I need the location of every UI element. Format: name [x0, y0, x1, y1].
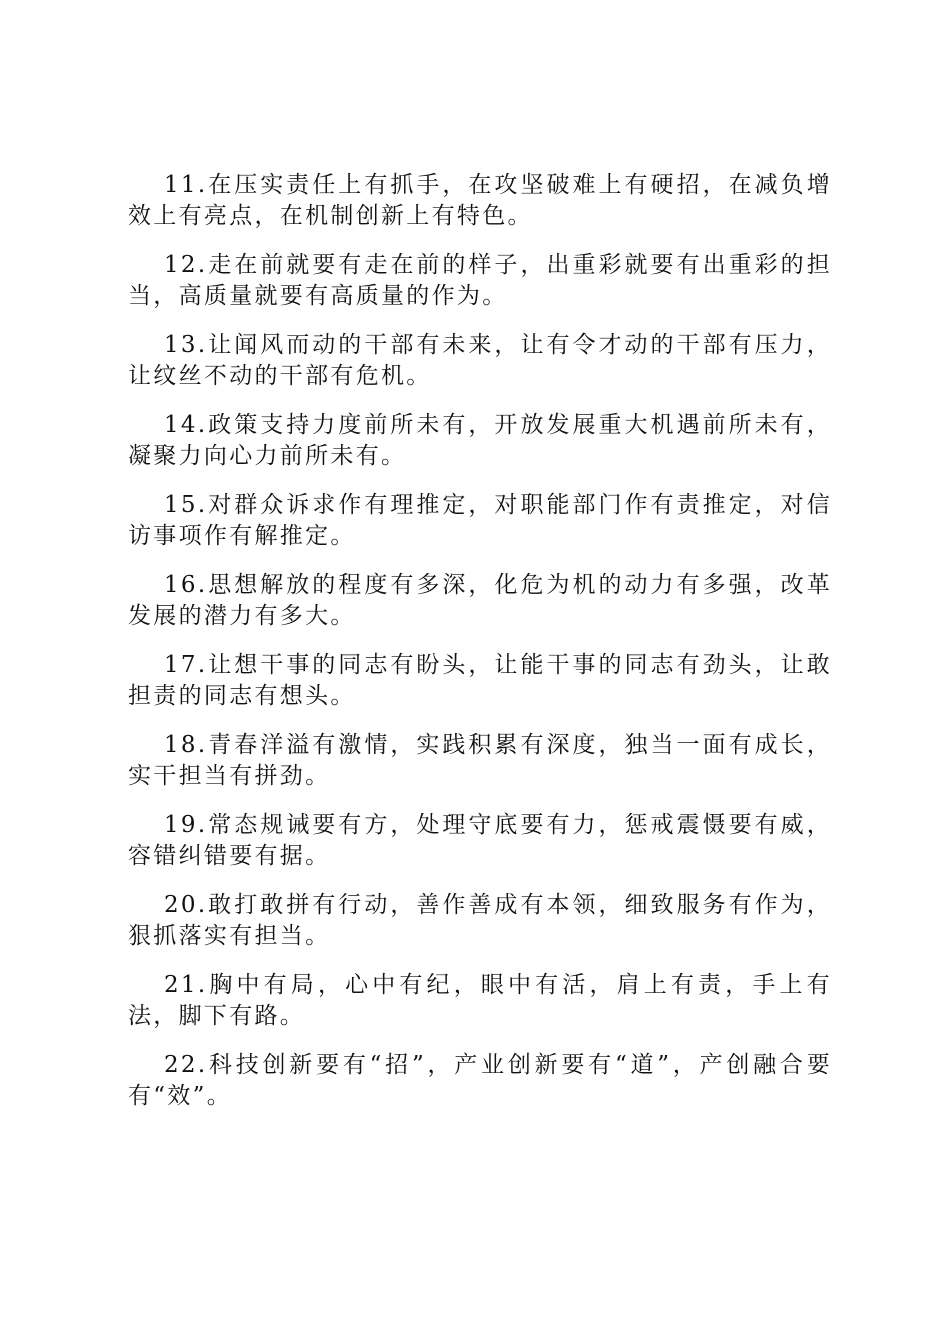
paragraph-11: 11.在压实责任上有抓手，在攻坚破难上有硬招，在减负增效上有亮点，在机制创新上有特色。: [128, 172, 832, 229]
paragraph-13: 13.让闻风而动的干部有未来，让有令才动的干部有压力，让纹丝不动的干部有危机。: [128, 332, 832, 389]
paragraph-18: 18.青春洋溢有激情，实践积累有深度，独当一面有成长，实干担当有拼劲。: [128, 732, 832, 789]
document-body: [128, 170, 832, 1130]
paragraph-21: 21.胸中有局，心中有纪，眼中有活，肩上有责，手上有法，脚下有路。: [128, 972, 832, 1029]
paragraph-19: 19.常态规诫要有方，处理守底要有力，惩戒震慑要有威，容错纠错要有据。: [128, 812, 832, 869]
paragraph-15: 15.对群众诉求作有理推定，对职能部门作有责推定，对信访事项作有解推定。: [128, 492, 832, 549]
paragraph-22: 22.科技创新要有“招”，产业创新要有“道”，产创融合要有“效”。: [128, 1052, 832, 1109]
paragraph-14: 14.政策支持力度前所未有，开放发展重大机遇前所未有，凝聚力向心力前所未有。: [128, 412, 832, 469]
paragraph-12: 12.走在前就要有走在前的样子，出重彩就要有出重彩的担当，高质量就要有高质量的作为。: [128, 252, 832, 309]
paragraph-20: 20.敢打敢拼有行动，善作善成有本领，细致服务有作为，狠抓落实有担当。: [128, 892, 832, 949]
paragraph-17: 17.让想干事的同志有盼头，让能干事的同志有劲头，让敢担责的同志有想头。: [128, 652, 832, 709]
paragraph-16: 16.思想解放的程度有多深，化危为机的动力有多强，改革发展的潜力有多大。: [128, 572, 832, 629]
